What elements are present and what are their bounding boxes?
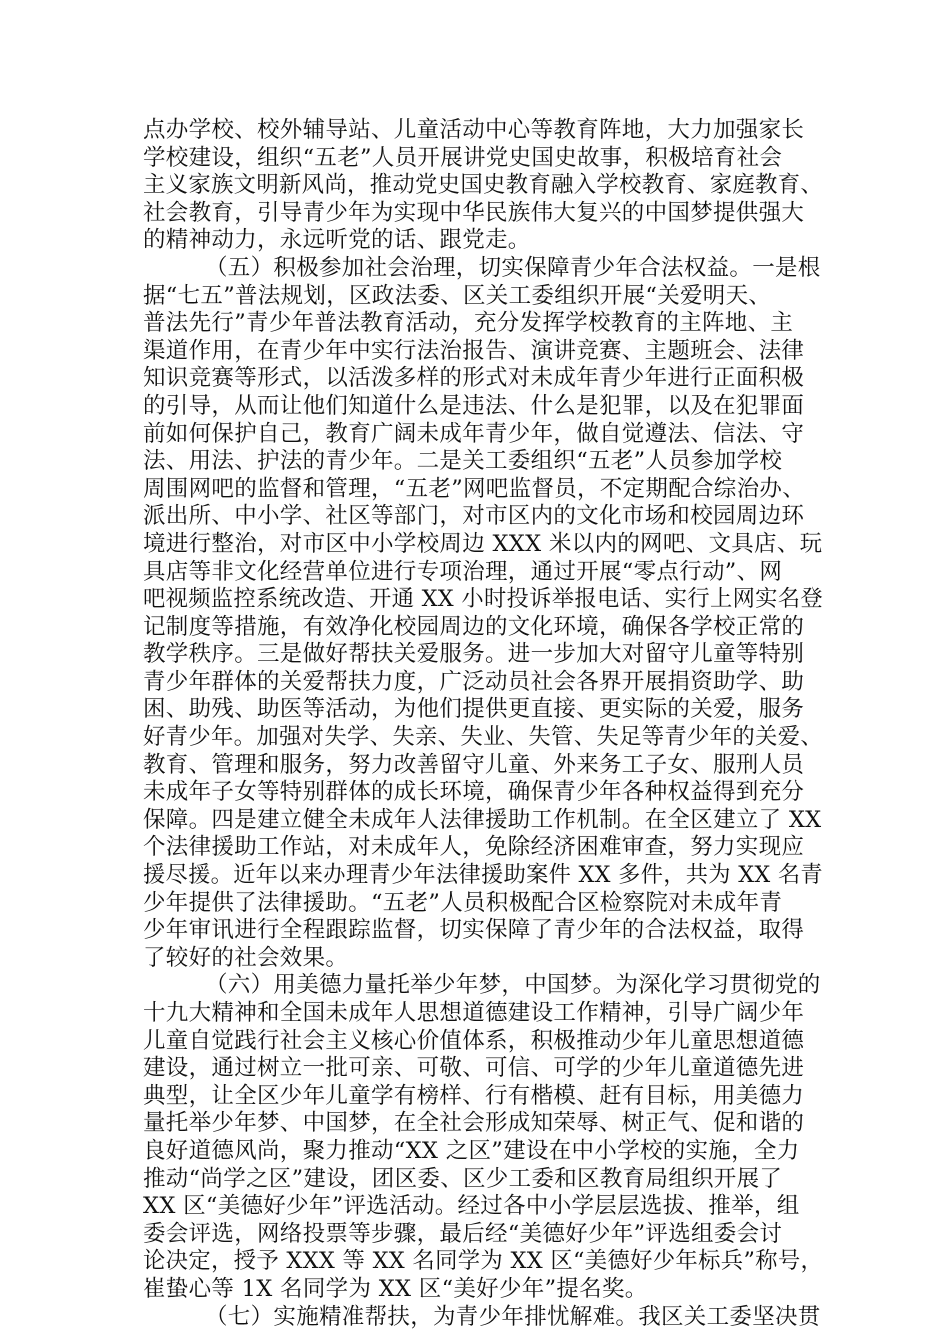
text-line: 少年提供了法律援助。“五老”人员积极配合区检察院对未成年青: [143, 889, 783, 916]
text-line: 社会教育，引导青少年为实现中华民族伟大复兴的中国梦提供强大: [143, 199, 805, 226]
text-line: 普法先行”青少年普法教育活动，充分发挥学校教育的主阵地、主: [143, 310, 794, 337]
text-line: XX 区“美德好少年”评选活动。经过各中小学层层选拔、推举，组: [143, 1193, 800, 1220]
text-line: 论决定，授予 XXX 等 XX 名同学为 XX 区“美德好少年标兵”称号，: [143, 1248, 824, 1275]
text-line: 教学秩序。三是做好帮扶关爱服务。进一步加大对留守儿童等特别: [143, 641, 805, 668]
text-line: 法、用法、护法的青少年。二是关工委组织“五老”人员参加学校: [143, 448, 783, 475]
text-line: 典型，让全区少年儿童学有榜样、行有楷模、赶有目标，用美德力: [143, 1082, 805, 1109]
document-page: [143, 117, 823, 1331]
section-heading-line: （六）用美德力量托举少年梦，中国梦。为深化学习贯彻党的: [205, 972, 821, 999]
text-line: 困、助残、助医等活动，为他们提供更直接、更实际的关爱，服务: [143, 696, 805, 723]
section-heading-line: （五）积极参加社会治理，切实保障青少年合法权益。一是根: [205, 254, 821, 281]
text-line: 境进行整治，对市区中小学校周边 XXX 米以内的网吧、文具店、玩: [143, 530, 823, 557]
text-line: 据“七五”普法规划，区政法委、区关工委组织开展“关爱明天、: [143, 282, 772, 309]
text-line: 良好道德风尚，聚力推动“XX 之区”建设在中小学校的实施，全力: [143, 1137, 800, 1164]
text-line: 十九大精神和全国未成年人思想道德建设工作精神，引导广阔少年: [143, 1000, 805, 1026]
text-line: 派出所、中小学、社区等部门，对市区内的文化市场和校园周边环: [143, 503, 805, 530]
text-line: 的精神动力，永远听党的话、跟党走。: [143, 227, 531, 254]
text-line: 少年审讯进行全程跟踪监督，切实保障了青少年的合法权益，取得: [143, 917, 805, 944]
text-line: 教育、管理和服务，努力改善留守儿童、外来务工子女、服刑人员: [143, 751, 805, 778]
text-line: 量托举少年梦、中国梦，在全社会形成知荣辱、树正气、促和谐的: [143, 1110, 805, 1137]
text-line: 知识竞赛等形式，以活泼多样的形式对未成年青少年进行正面积极: [143, 365, 805, 392]
text-line: 吧视频监控系统改造、开通 XX 小时投诉举报电话、实行上网实名登: [143, 586, 823, 613]
text-line: 儿童自觉践行社会主义核心价值体系，积极推动少年儿童思想道德: [143, 1027, 805, 1054]
text-line: 保障。四是建立健全未成年人法律援助工作机制。在全区建立了 XX: [143, 806, 822, 833]
text-line: 委会评选，网络投票等步骤，最后经“美德好少年”评选组委会讨: [143, 1220, 783, 1247]
text-line: 个法律援助工作站，对未成年人，免除经济困难审查，努力实现应: [143, 834, 805, 861]
text-line: 崔蛰心等 1X 名同学为 XX 区“美好少年”提名奖。: [143, 1275, 648, 1302]
text-line: 记制度等措施，有效净化校园周边的文化环境，确保各学校正常的: [143, 613, 805, 640]
text-line: 未成年子女等特别群体的成长环境，确保青少年各种权益得到充分: [143, 779, 805, 806]
text-line: 推动“尚学之区”建设，团区委、区少工委和区教育局组织开展了: [143, 1165, 783, 1192]
text-line: 青少年群体的关爱帮扶力度，广泛动员社会各界开展捐资助学、助: [143, 668, 805, 695]
text-line: 渠道作用，在青少年中实行法治报告、演讲竞赛、主题班会、法律: [143, 337, 805, 364]
text-line: 点办学校、校外辅导站、儿童活动中心等教育阵地，大力加强家长: [143, 117, 805, 143]
text-line: 援尽援。近年以来办理青少年法律援助案件 XX 多件，共为 XX 名青: [143, 862, 823, 889]
text-line: 建设，通过树立一批可亲、可敬、可信、可学的少年儿童道德先进: [143, 1055, 805, 1082]
section-heading-line: （七）实施精准帮扶，为青少年排忧解难。我区关工委坚决贯: [205, 1303, 821, 1330]
text-line: 主义家族文明新风尚，推动党史国史教育融入学校教育、家庭教育、: [143, 172, 824, 199]
text-line: 了较好的社会效果。: [143, 944, 349, 971]
text-line: 前如何保护自己，教育广阔未成年青少年，做自觉遵法、信法、守: [143, 420, 805, 447]
text-line: 具店等非文化经营单位进行专项治理，通过开展“零点行动”、网: [143, 558, 783, 585]
text-line: 周围网吧的监督和管理，“五老”网吧监督员，不定期配合综治办、: [143, 475, 806, 502]
text-line: 学校建设，组织“五老”人员开展讲党史国史故事，积极培育社会: [143, 144, 783, 171]
text-line: 好青少年。加强对失学、失亲、失业、失管、失足等青少年的关爱、: [143, 724, 824, 751]
text-line: 的引导，从而让他们知道什么是违法、什么是犯罪，以及在犯罪面: [143, 392, 805, 419]
